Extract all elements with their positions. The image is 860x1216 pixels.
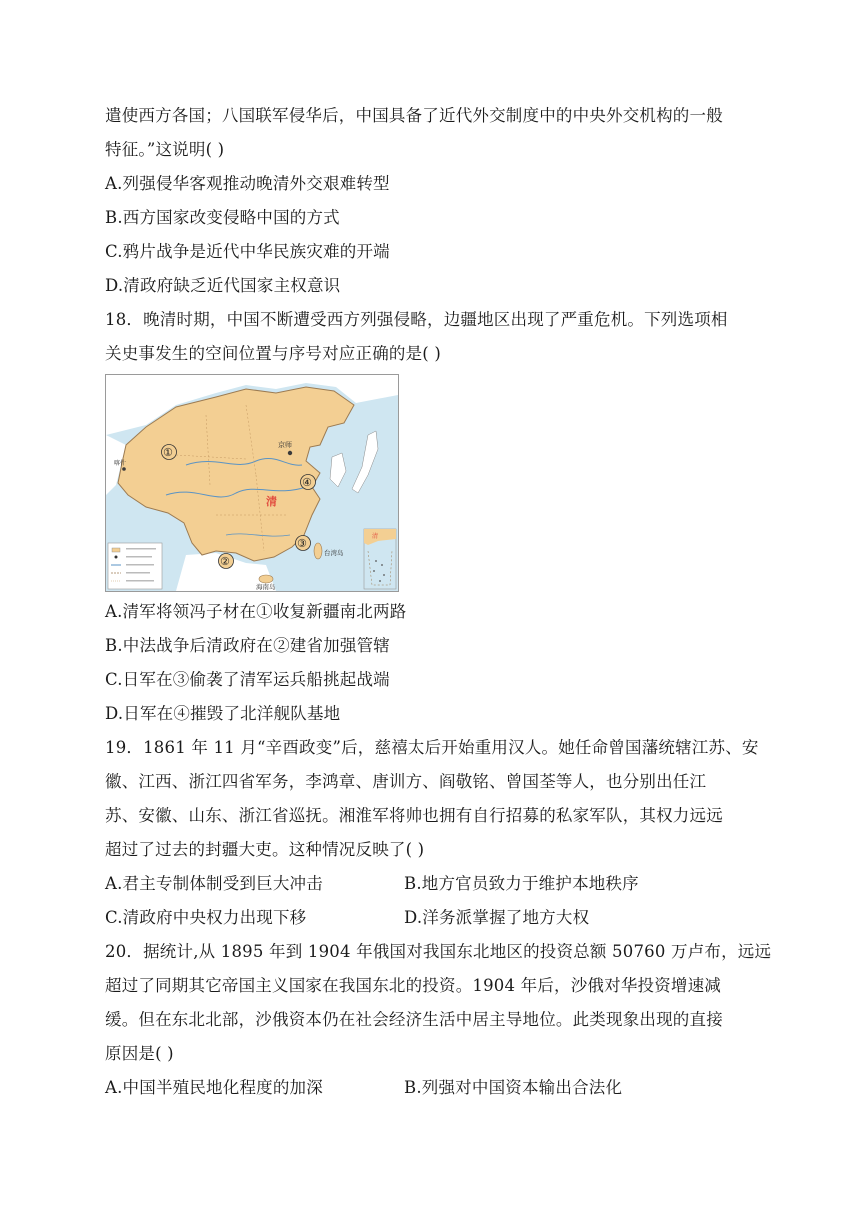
hainan-label: 海南岛 [256, 583, 276, 591]
q19-option-a: A.君主专制体制受到巨大冲击 [105, 874, 323, 893]
qing-map-svg [106, 375, 398, 591]
qing-center-label: 清 [266, 495, 277, 508]
q19-option-row1 [105, 874, 639, 894]
beijing-dot [288, 451, 292, 455]
marker-4: ④ [302, 476, 312, 489]
q19-stem-line1: 19．1861 年 11 月“辛酉政变”后，慈禧太后开始重用汉人。她任命曾国藩统辖江苏、安 [105, 738, 759, 757]
hainan-island [259, 575, 273, 583]
marker-2: ② [220, 555, 230, 568]
q19-option-c: C.清政府中央权力出现下移 [105, 908, 307, 927]
qing-map-figure [105, 374, 399, 592]
q19-option-b: B.地方官员致力于维护本地秩序 [404, 874, 639, 893]
q18-option-b: B.中法战争后清政府在②建省加强管辖 [105, 636, 390, 655]
q17-option-a: A.列强侵华客观推动晚清外交艰难转型 [105, 174, 390, 193]
q20-stem-line2: 超过了同期其它帝国主义国家在我国东北的投资。1904 年后，沙俄对华投资增速减 [105, 976, 722, 995]
inset-label: 清 [372, 533, 379, 540]
q20-stem-line4: 原因是( ) [105, 1044, 174, 1063]
q20-option-b: B.列强对中国资本输出合法化 [404, 1078, 623, 1097]
q18-option-a: A.清军将领冯子材在①收复新疆南北两路 [105, 602, 407, 621]
q19-stem-line4: 超过了过去的封疆大吏。这种情况反映了( ) [105, 840, 425, 859]
q17-option-b: B.西方国家改变侵略中国的方式 [105, 208, 340, 227]
kashgar-dot [122, 467, 126, 471]
q20-stem-line1: 20．据统计,从 1895 年到 1904 年俄国对我国东北地区的投资总额 50760 万卢布，远远 [105, 942, 772, 961]
q20-option-a: A.中国半殖民地化程度的加深 [105, 1078, 323, 1097]
q17-stem-line2: 特征。”这说明( ) [105, 140, 225, 159]
q19-option-d: D.洋务派掌握了地方大权 [404, 908, 590, 927]
taiwan-label: 台湾岛 [324, 549, 344, 557]
q18-stem-line1: 18．晚清时期，中国不断遭受西方列强侵略，边疆地区出现了严重危机。下列选项相 [105, 310, 728, 329]
marker-3: ③ [297, 537, 307, 550]
q17-option-d: D.清政府缺乏近代国家主权意识 [105, 276, 341, 295]
marker-1: ① [163, 446, 173, 459]
q19-stem-line3: 苏、安徽、山东、浙江省巡抚。湘淮军将帅也拥有自行招募的私家军队，其权力远远 [105, 806, 723, 825]
q18-option-c: C.日军在③偷袭了清军运兵船挑起战端 [105, 670, 390, 689]
q20-option-row1 [105, 1078, 623, 1098]
q19-stem-line2: 徽、江西、浙江四省军务，李鸿章、唐训方、阎敬铭、曾国荃等人，也分别出任江 [105, 772, 707, 791]
q20-stem-line3: 缓。但在东北北部，沙俄资本仍在社会经济生活中居主导地位。此类现象出现的直接 [105, 1010, 723, 1029]
q18-stem-line2: 关史事发生的空间位置与序号对应正确的是( ) [105, 344, 442, 363]
q17-stem-line1: 遣使西方各国；八国联军侵华后，中国具备了近代外交制度中的中央外交机构的一般 [105, 106, 723, 125]
q19-option-row2 [105, 908, 590, 928]
kashgar-label: 喀什 [114, 460, 127, 467]
q18-option-d: D.日军在④摧毁了北洋舰队基地 [105, 704, 341, 723]
beijing-label: 京师 [278, 441, 292, 449]
taiwan-island [314, 543, 322, 559]
q17-option-c: C.鸦片战争是近代中华民族灾难的开端 [105, 242, 390, 261]
